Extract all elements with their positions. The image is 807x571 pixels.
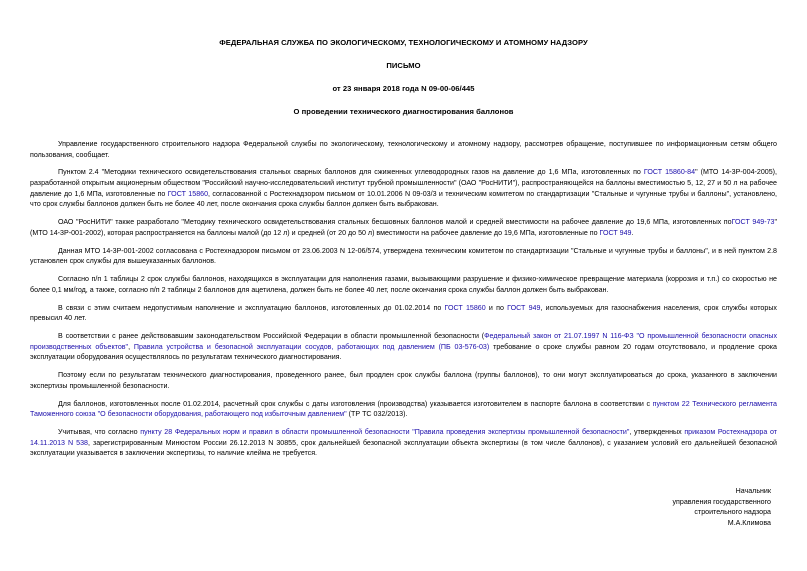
- paragraph-7: [30, 331, 777, 363]
- gost-15860-84-link[interactable]: ГОСТ 15860-84: [643, 168, 696, 177]
- text-span: В связи с этим считаем недопустимым наполнение и эксплуатацию баллонов, изготовленных до 01.02.2014 по: [58, 303, 445, 312]
- pb-03-576-03-link[interactable]: Правила устройства и безопасной эксплуатации сосудов, работающих под давлением (ПБ 03-576-03): [133, 342, 490, 351]
- paragraph-9: [30, 399, 777, 420]
- tr-ts-032-link[interactable]: пунктом 22 Технического регламента Таможенного союза "О безопасности оборудования, работающего под избыточным давлением": [30, 399, 777, 419]
- text-span: " (МТО 14-3Р-004-2005), разработанной открытым акционерным обществом "Российский научно-исследовательский институт трубной промышленности" (ОАО "РосНИТИ"), распространяющейся на баллоны вместимостью 5, 12, 27 и 50 л на рабочее давление до 1,6 МПа, изготовленные по: [30, 168, 777, 198]
- signature-name: М.А.Климова: [727, 518, 771, 527]
- federal-law-116-fz-link[interactable]: Федеральный закон от 21.07.1997 N 116-ФЗ "О промышленной безопасности опасных производственных объектов": [30, 332, 777, 351]
- text-span: , зарегистрированным Минюстом России 26.12.2013 N 30855, срок дальнейшей безопасной эксплуатации объекта экспертизы (в том числе баллонов), с указанием условий его дальнейшей безопасной эксплуатации указывается в заключении экспертизы, то наличие клейма не требуется.: [30, 438, 777, 458]
- text-span: , утвержденных: [629, 428, 685, 437]
- text-span: Для баллонов, изготовленных после 01.02.2014, расчетный срок службы с даты изготовления (производства) указывается изготовителем в паспорте баллона в соответствии с: [58, 399, 653, 408]
- text-span: ,: [128, 342, 134, 351]
- doc-subject: О проведении технического диагностирования баллонов: [293, 107, 514, 116]
- text-span: (ТР ТС 032/2013).: [346, 410, 408, 419]
- paragraph-10: [30, 427, 777, 459]
- paragraph-8: Поэтому если по результатам технического диагностирования, проведенного ранее, был продлен срок службы баллона (группы баллонов), то они могут эксплуатироваться до срока, указанного в заключении экспертизы промышленной безопасности.: [30, 371, 777, 390]
- signature-title: Начальник: [735, 487, 771, 495]
- gost-949-link[interactable]: ГОСТ 949: [507, 303, 541, 312]
- text-span: " (МТО 14-3Р-001-2002), которая распространяется на баллоны малой (до 12 л) и средней (от 20 до 50 л) вместимости на рабочее давление до 19,6 МПа, изготовленные по: [30, 218, 777, 237]
- paragraph-2: [30, 167, 777, 209]
- fnp-item-28-link[interactable]: пункту 28 Федеральных норм и правил в области промышленной безопасности "Правила проведения экспертизы промышленной безопасности": [140, 428, 630, 437]
- text-span: .: [631, 228, 634, 237]
- gost-15860-link[interactable]: ГОСТ 15860: [167, 189, 209, 198]
- signature-department-2: строительного надзора: [694, 508, 771, 516]
- text-span: и по: [485, 303, 508, 312]
- text-span: Учитывая, что согласно: [58, 428, 141, 437]
- agency-title: ФЕДЕРАЛЬНАЯ СЛУЖБА ПО ЭКОЛОГИЧЕСКОМУ, ТЕХНОЛОГИЧЕСКОМУ И АТОМНОМУ НАДЗОРУ: [219, 38, 588, 47]
- text-span: Пунктом 2.4 "Методики технического освидетельствования стальных сварных баллонов для сжиженных углеводородных газов на давление до 1,6 МПа, изготовленных по: [58, 168, 644, 177]
- paragraph-5: Согласно п/п 1 таблицы 2 срок службы баллонов, находящихся в эксплуатации для наполнения газами, вызывающими разрушение и физико-химическое превращение материала (коррозия и т.п.) со скоростью не более 0,1 мм/год, а также, согласно п/п 2 таблицы 2 баллонов для ацетилена, должен быть не более 40 лет, после окончания срока службы баллон должен быть выбракован.: [30, 275, 777, 294]
- gost-15860-link[interactable]: ГОСТ 15860: [444, 303, 486, 312]
- text-span: требование о сроке службы равном 20 годам отсутствовало, и продление срока эксплуатации оборудования осуществлялось по результатам технического диагностирования.: [30, 342, 778, 362]
- text-span: В соответствии с ранее действовавшим законодательством Российской Федерации в области промышленной безопасности (: [58, 332, 485, 341]
- text-span: , согласованной с Ростехнадзором письмом от 10.01.2006 N 09-03/3 и техническим комитетом по стандартизации "Стальные и чугунные трубы и баллоны", установлено, что срок службы баллонов должен быть не более 40 лет, после окончания срока службы баллон должен быть выбракован.: [30, 189, 777, 209]
- text-span: , используемых для газоснабжения населения, срок службы которых превысил 40 лет.: [30, 303, 777, 323]
- doc-type: ПИСЬМО: [386, 61, 421, 70]
- gost-949-link[interactable]: ГОСТ 949: [599, 228, 632, 237]
- paragraph-1: Управление государственного строительного надзора Федеральной службы по экологическому, технологическому и атомному надзору, рассмотрев обращение, поступившее по информационным сетям общего пользования, сообщает.: [30, 140, 777, 159]
- gost-949-73-link[interactable]: ГОСТ 949-73: [731, 218, 775, 227]
- signature-department: управления государственного: [672, 497, 771, 506]
- paragraph-4: Данная МТО 14-3Р-001-2002 согласована с Ростехнадзором письмом от 23.06.2003 N 12-06/574, утверждена техническим комитетом по стандартизации "Стальные и чугунные трубы и баллоны", и в ней пунктом 2.8 установлен срок службы для вышеуказанных баллонов.: [30, 246, 777, 266]
- doc-date-number: от 23 января 2018 года N 09-00-06/445: [332, 84, 475, 93]
- text-span: ОАО "РосНИТИ" также разработало "Методику технического освидетельствования стальных бесшовных баллонов малой и средней вместимости на рабочее давление до 19,6 МПа, изготовленных по: [58, 218, 732, 227]
- paragraph-6: [30, 303, 777, 324]
- order-538-link[interactable]: приказом Ростехнадзора от 14.11.2013 N 538: [30, 428, 777, 447]
- signature-block: [672, 486, 771, 528]
- paragraph-3: [30, 217, 777, 238]
